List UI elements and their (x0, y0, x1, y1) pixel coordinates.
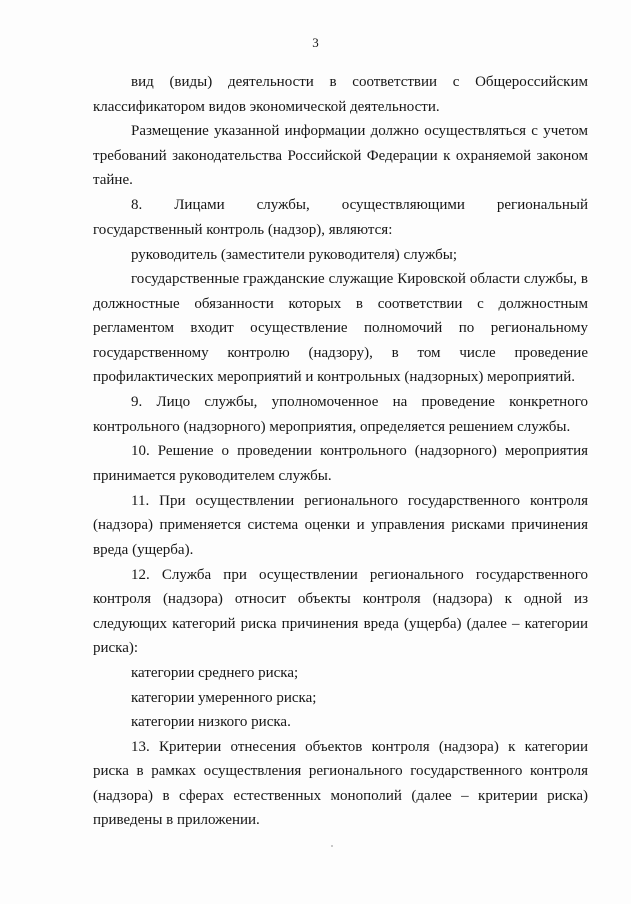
list-item-moderate-risk: категории умеренного риска; (131, 689, 317, 706)
list-item-low-risk: категории низкого риска. (131, 714, 291, 731)
paragraph-13: 13. Критерии отнесения объектов контроля (надзора) к категории риска в рамках осуществления регионального государственного контроля (надзора) в сферах естественных монополий (далее – критерии риска) приведены в приложении. (93, 738, 588, 829)
scan-speck (331, 845, 333, 847)
list-item-head: руководитель (заместители руководителя) службы; (131, 246, 458, 263)
list-item-medium-risk: категории среднего риска; (131, 665, 299, 682)
paragraph-9: 9. Лицо службы, уполномоченное на проведение конкретного контрольного (надзорного) мероприятия, определяется решением службы. (93, 394, 588, 435)
paragraph-placement: Размещение указанной информации должно осуществляться с учетом требований законодательства Российской Федерации к охраняемой законом тайне. (93, 123, 588, 189)
page-number: 3 (312, 35, 319, 50)
paragraph-11: 11. При осуществлении регионального государственного контроля (надзора) применяется система оценки и управления рисками причинения вреда (ущерба). (93, 492, 588, 558)
paragraph-civil-servants: государственные гражданские служащие Кировской области службы, в должностные обязанности которых в соответствии с должностным регламентом входит осуществление полномочий по региональному государственному контролю (надзору), в том числе проведение профилактических мероприятий и контрольных (надзорных) мероприятий. (93, 271, 588, 386)
document-body (93, 70, 588, 833)
paragraph-8: 8. Лицами службы, осуществляющими региональный государственный контроль (надзор), являются: (93, 197, 588, 238)
paragraph-12: 12. Служба при осуществлении регионального государственного контроля (надзора) относит объекты контроля (надзора) к одной из следующих категорий риска причинения вреда (ущерба) (далее – категории риска): (93, 566, 588, 657)
paragraph-okved: вид (виды) деятельности в соответствии с Общероссийским классификатором видов экономической деятельности. (93, 74, 588, 115)
paragraph-10: 10. Решение о проведении контрольного (надзорного) мероприятия принимается руководителем службы. (93, 443, 588, 484)
